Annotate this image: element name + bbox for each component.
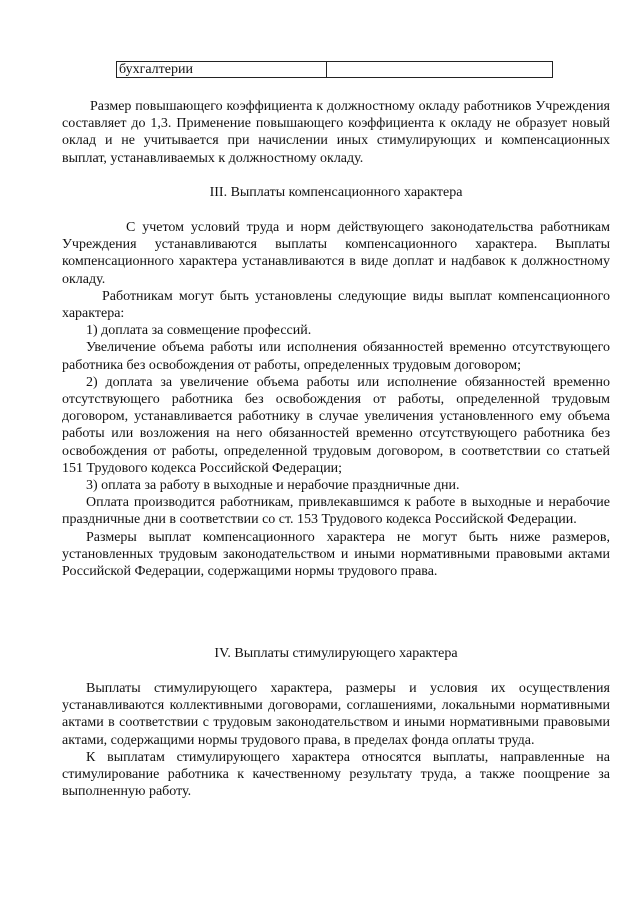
paragraph: Увеличение объема работы или исполнения обязанностей временно отсутствующего работника без освобождения от работы, определенных трудовым договором; (62, 340, 610, 373)
paragraph: Работникам могут быть установлены следующие виды выплат компенсационного характера: (62, 288, 610, 322)
table-cell: бухгалтерии (117, 62, 327, 78)
section-compensation (62, 219, 610, 580)
section-heading-incentive (62, 645, 610, 662)
section-heading: III. Выплаты компенсационного характера (209, 185, 463, 200)
continuation-table (116, 61, 553, 78)
section-heading: IV. Выплаты стимулирующего характера (214, 646, 458, 661)
section-incentive (62, 680, 610, 800)
paragraph: К выплатам стимулирующего характера относятся выплаты, направленные на стимулирование работника к качественному результату труда, а также поощрение за выполненную работу. (62, 749, 610, 800)
section-coefficient (62, 98, 610, 167)
table-row (117, 62, 553, 78)
paragraph: Размеры выплат компенсационного характера не могут быть ниже размеров, установленных трудовым законодательством и иными нормативными правовыми актами Российской Федерации, содержащими нормы трудового права. (62, 529, 610, 580)
section-heading-compensation (62, 184, 610, 201)
paragraph: С учетом условий труда и норм действующего законодательства работникам Учреждения устанавливаются выплаты компенсационного характера. Выплаты компенсационного характера устанавливаются в виде доплат и надбавок к должностному окладу. (62, 220, 610, 287)
paragraph: Оплата производится работникам, привлекавшимся к работе в выходные и нерабочие праздничные дни в соответствии со ст. 153 Трудового кодекса Российской Федерации. (62, 495, 610, 528)
table-cell (327, 62, 553, 78)
list-item: 2) доплата за увеличение объема работы или исполнение обязанностей временно отсутствующего работника без освобождения от работы, определенной трудовым договором, устанавливается работнику в случае увеличения установленного ему объема работы или возложения на него обязанностей временно отсутствующего работника без освобождения от работы, определенной трудовым договором, в соответствии со статьей 151 Трудового кодекса Российской Федерации; (62, 374, 610, 476)
paragraph: Выплаты стимулирующего характера, размеры и условия их осуществления устанавливаются коллективными договорами, соглашениями, локальными нормативными актами в соответствии с трудовым законодательством и иными нормативными правовыми актами, содержащими нормы трудового права, в пределах фонда оплаты труда. (62, 681, 610, 748)
list-item: 3) оплата за работу в выходные и нерабочие праздничные дни. (86, 478, 460, 494)
list-item: 1) доплата за совмещение профессий. (86, 323, 312, 339)
paragraph: Размер повышающего коэффициента к должностному окладу работников Учреждения составляет до 1,3. Применение повышающего коэффициента к окладу не образует новый оклад и не учитывается при начислении иных стимулирующих и компенсационных выплат, устанавливаемых к должностному окладу. (62, 99, 610, 166)
